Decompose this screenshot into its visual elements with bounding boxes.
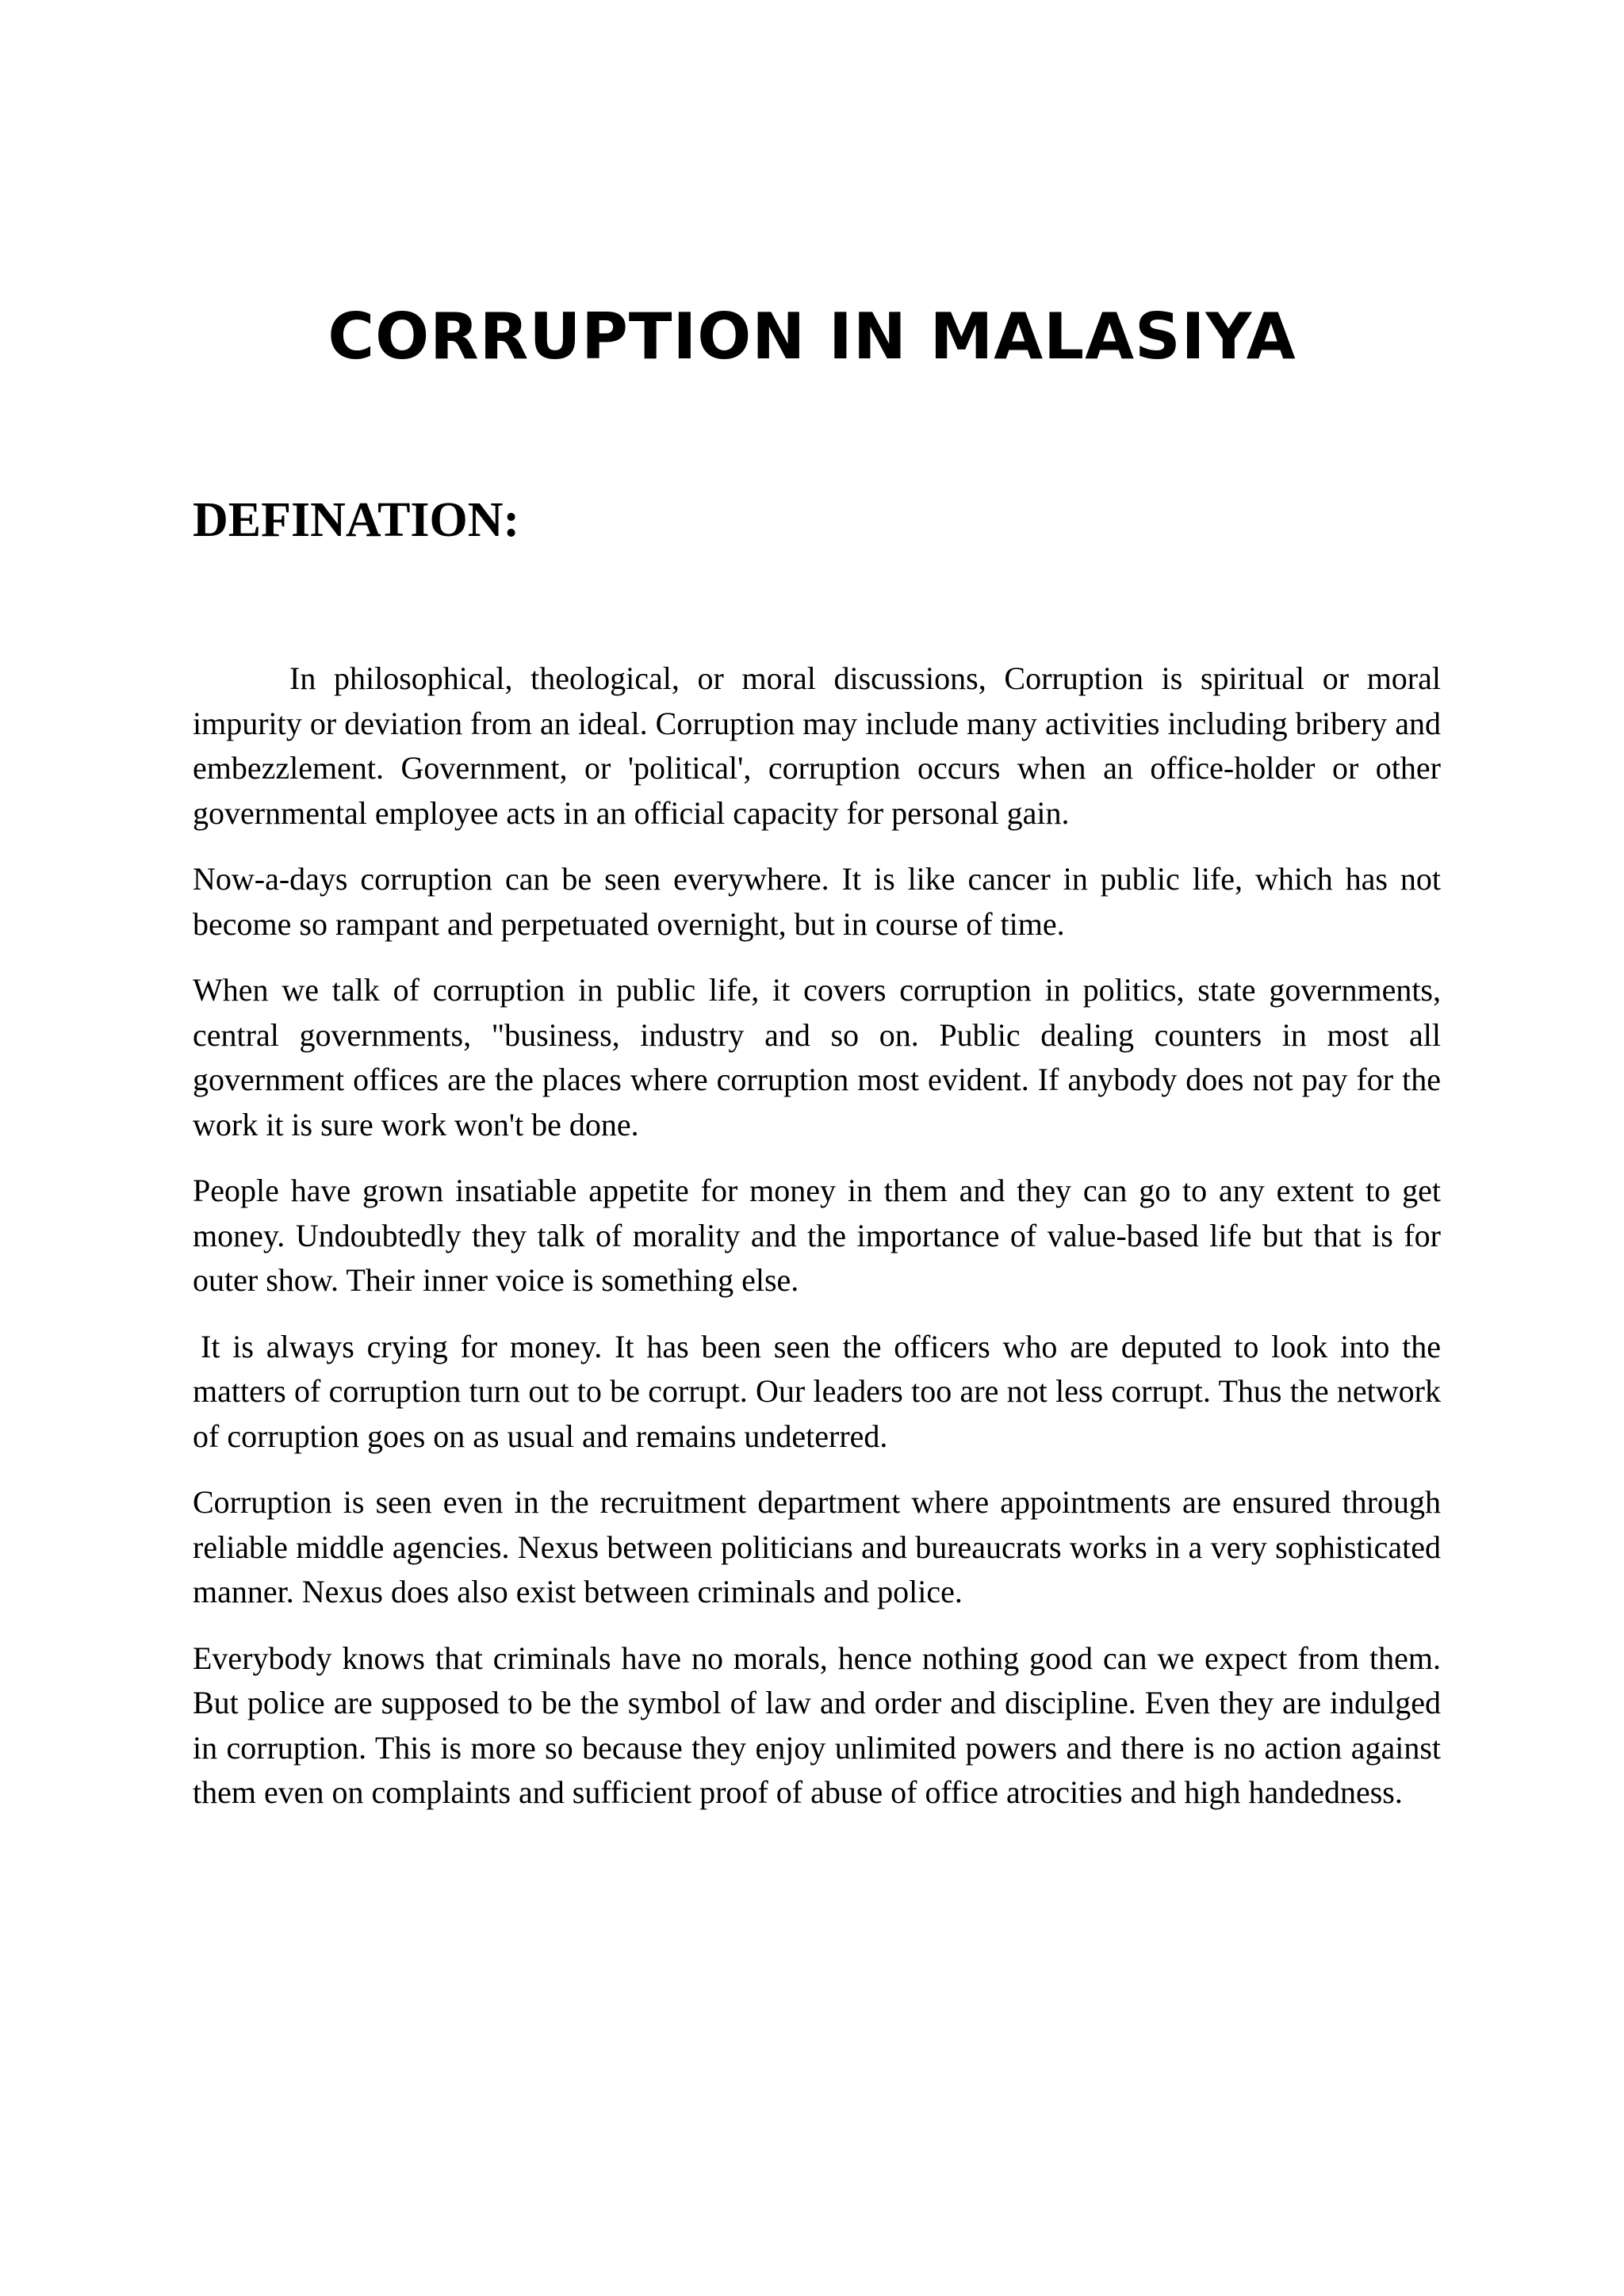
body-text [193, 656, 1441, 1837]
paragraph: Now-a-days corruption can be seen everywhere. It is like cancer in public life, which has not become so rampant and perpetuated overnight, but in course of time. [193, 861, 1441, 942]
paragraph: People have grown insatiable appetite for money in them and they can go to any extent to get money. Undoubtedly they talk of morality and the importance of value-based life but that is for outer show. Their inner voice is something else. [193, 1173, 1441, 1298]
paragraph: When we talk of corruption in public life, it covers corruption in politics, state governments, central governments, "business, industry and so on. Public dealing counters in most all government offices are the places where corruption most evident. If anybody does not pay for the work it is sure work won't be done. [193, 972, 1441, 1142]
paragraph: Corruption is seen even in the recruitment department where appointments are ensured through reliable middle agencies. Nexus between politicians and bureaucrats works in a very sophisticated manner. Nexus does also exist between criminals and police. [193, 1484, 1441, 1609]
document-title: CORRUPTION IN MALASIYA [327, 300, 1297, 373]
paragraph: It is always crying for money. It has been seen the officers who are deputed to look into the matters of corruption turn out to be corrupt. Our leaders too are not less corrupt. Thus the network of corruption goes on as usual and remains undeterred. [193, 1328, 1441, 1454]
paragraph: Everybody knows that criminals have no morals, hence nothing good can we expect from them. But police are supposed to be the symbol of law and order and discipline. Even they are indulged in corruption. This is more so because they enjoy unlimited powers and there is no action against them even on complaints and sufficient proof of abuse of office atrocities and high handedness. [193, 1640, 1441, 1810]
paragraph-definition: In philosophical, theological, or moral discussions, Corruption is spiritual or moral impurity or deviation from an ideal. Corruption may include many activities including bribery and embezzlement. Government, or 'political', corruption occurs when an office-holder or other governmental employee acts in an official capacity for personal gain. [193, 660, 1441, 831]
section-heading: DEFINATION: [193, 493, 520, 547]
